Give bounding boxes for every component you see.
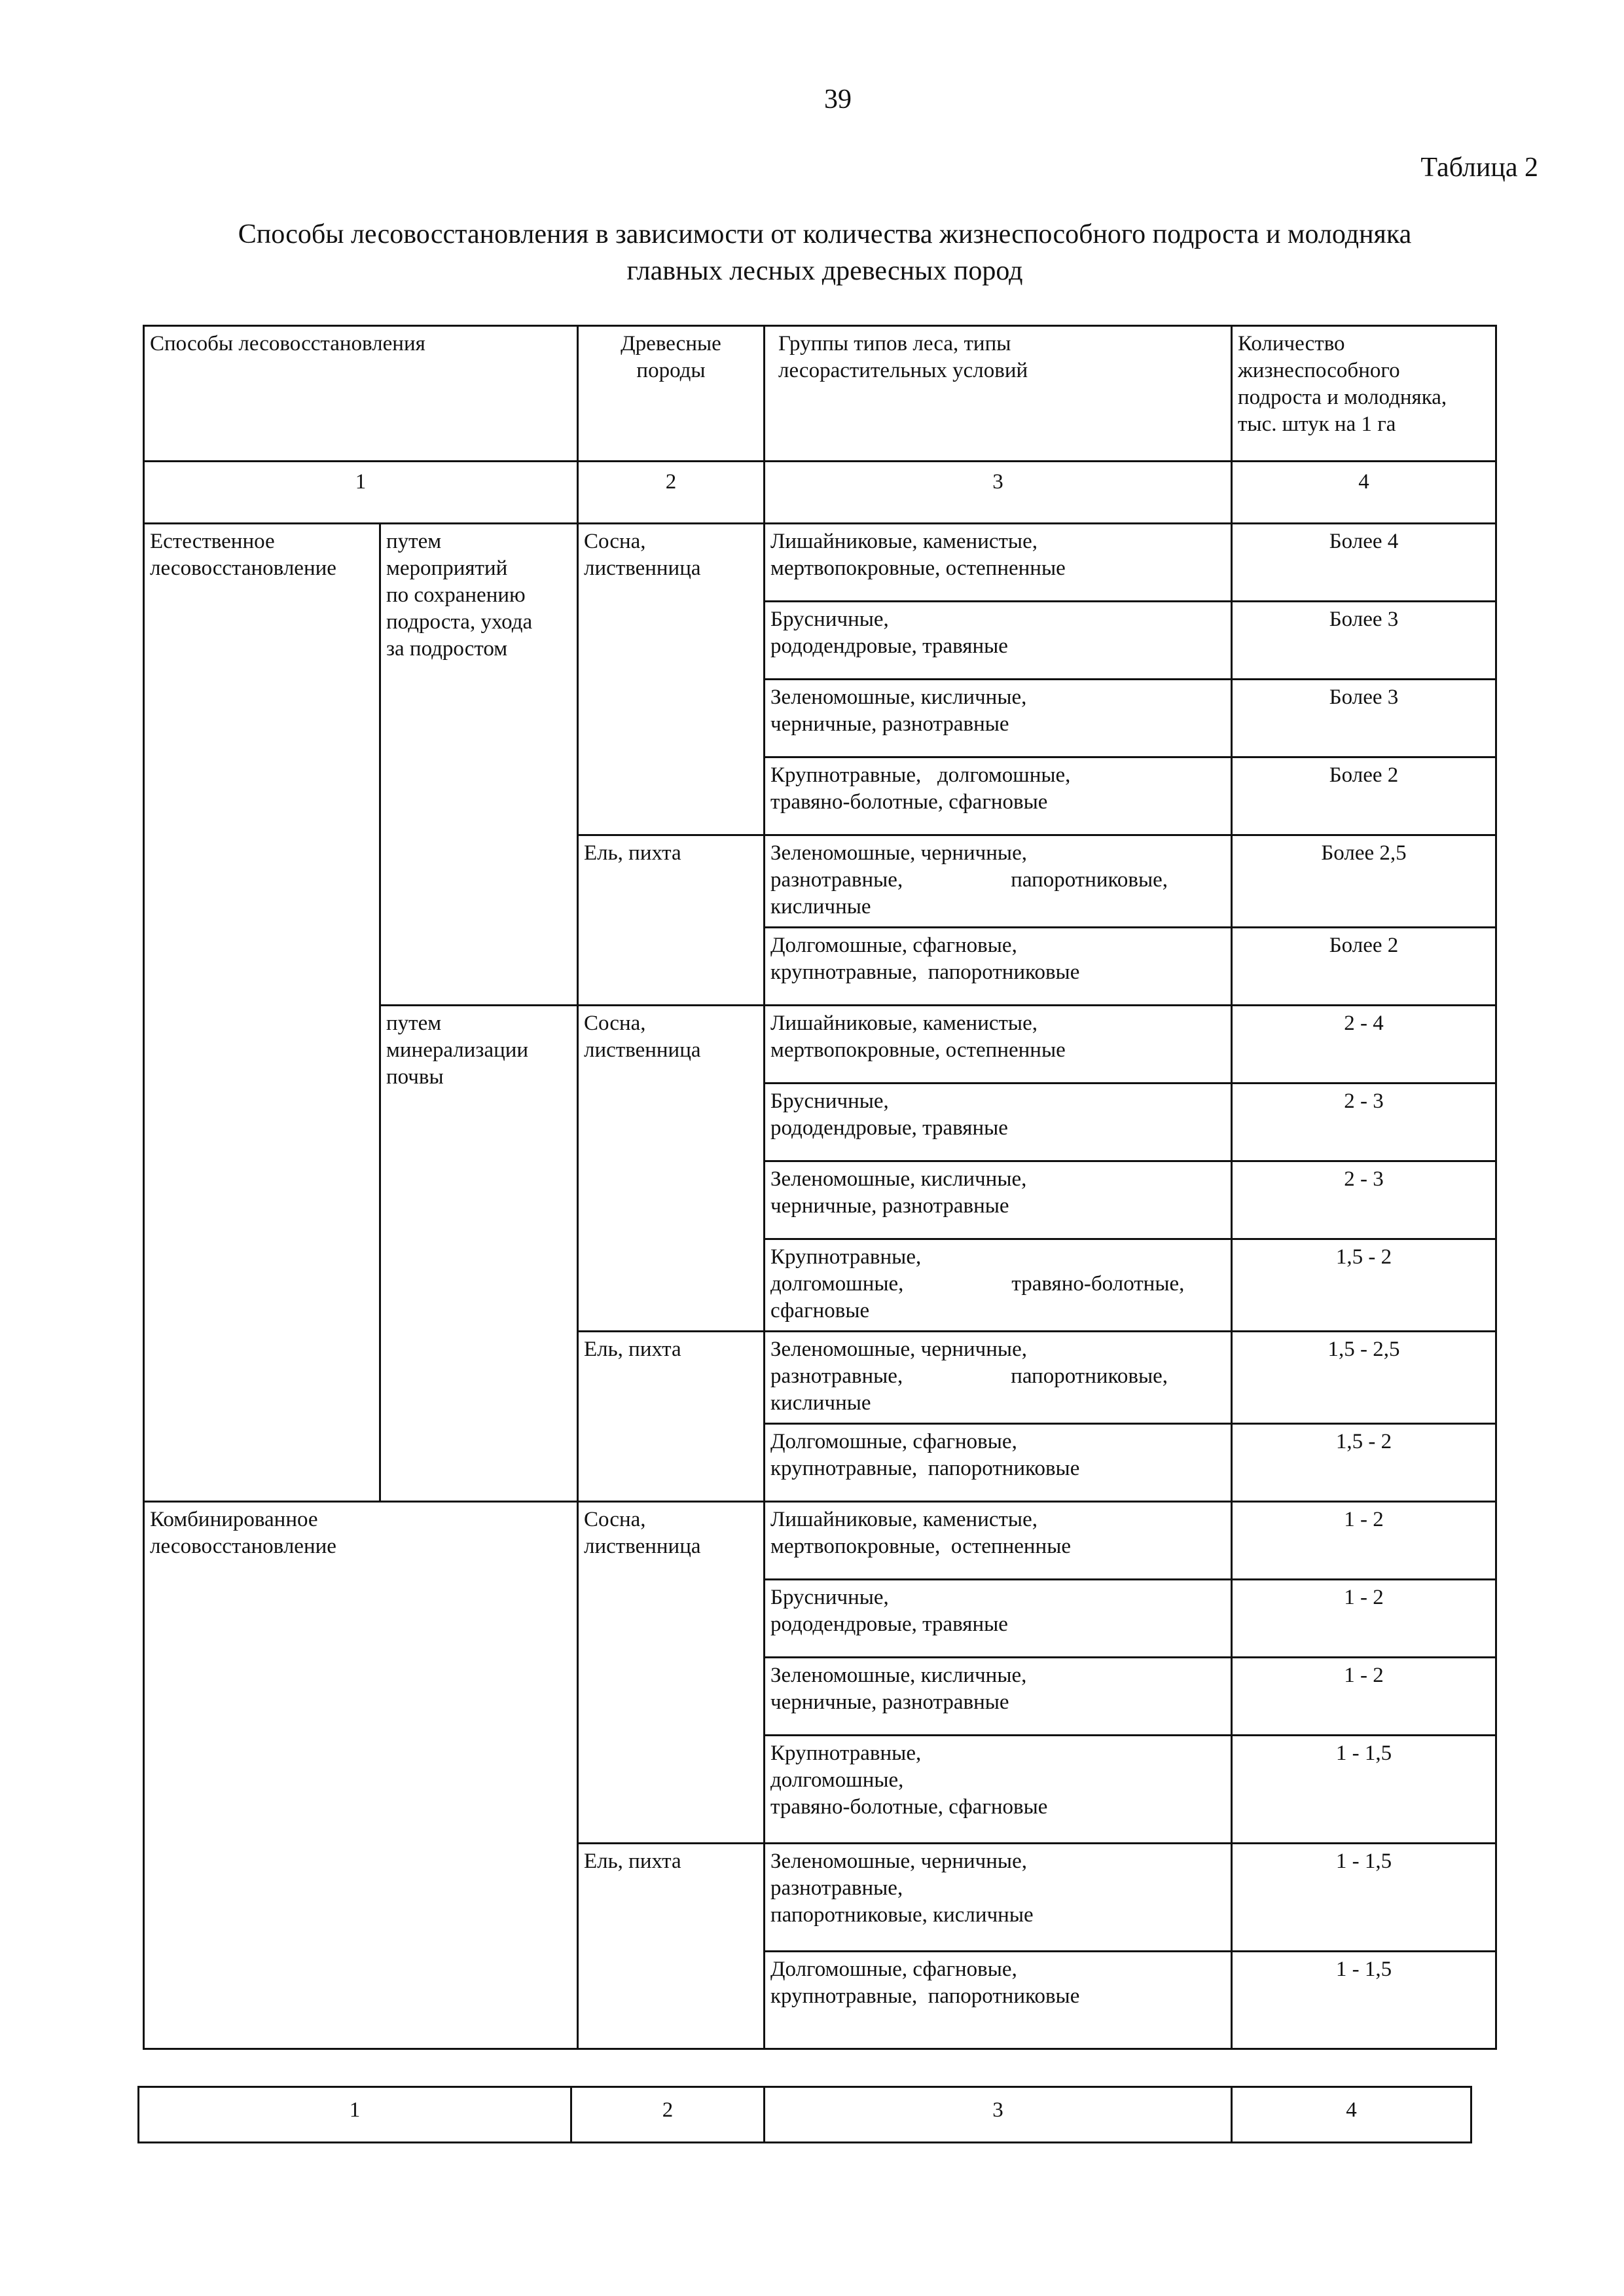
forest-group: Зеленомошные, черничные, разнотравные, папоротниковые, кисличные (765, 1844, 1232, 1952)
forest-group: Зеленомошные, кисличные, черничные, разнотравные (765, 680, 1232, 757)
page-number: 39 (824, 84, 852, 115)
table-title (131, 216, 1519, 289)
quantity-value: 1,5 - 2,5 (1232, 1332, 1496, 1424)
forest-group: Зеленомошные, черничные, разнотравные, папоротниковые, кисличные (765, 835, 1232, 928)
species-spruce-fir: Ель, пихта (578, 1844, 765, 2049)
submethod-preservation: путем мероприятий по сохранению подроста, ухода за подростом (380, 524, 578, 1006)
header-methods: Способы лесовосстановления (144, 326, 578, 462)
quantity-value: 1,5 - 2 (1232, 1424, 1496, 1502)
table-row (144, 1502, 1496, 1580)
quantity-value: 1 - 1,5 (1232, 1736, 1496, 1844)
regeneration-table (143, 325, 1497, 2050)
column-number: 2 (571, 2087, 765, 2143)
column-number: 4 (1232, 2087, 1471, 2143)
quantity-value: Более 4 (1232, 524, 1496, 602)
quantity-value: 2 - 3 (1232, 1084, 1496, 1161)
forest-group: Долгомошные, сфагновые, крупнотравные, папоротниковые (765, 1424, 1232, 1502)
method-combined: Комбинированное лесовосстановление (144, 1502, 578, 2049)
forest-group: Долгомошные, сфагновые, крупнотравные, папоротниковые (765, 1952, 1232, 2049)
forest-group: Брусничные, рододендровые, травяные (765, 1580, 1232, 1658)
quantity-value: Более 3 (1232, 680, 1496, 757)
quantity-value: 1,5 - 2 (1232, 1239, 1496, 1332)
column-number-row (144, 462, 1496, 524)
species-pine-larch: Сосна, лиственница (578, 1006, 765, 1332)
quantity-value: 2 - 3 (1232, 1161, 1496, 1239)
species-pine-larch: Сосна, лиственница (578, 524, 765, 835)
title-line: Способы лесовосстановления в зависимости от количества жизнеспособного подроста и молодняка (238, 219, 1412, 249)
header-forest-groups: Группы типов леса, типы лесорастительных условий (765, 326, 1232, 462)
column-number: 3 (765, 2087, 1232, 2143)
table-label: Таблица 2 (1420, 153, 1538, 183)
forest-group: Крупнотравные, долгомошные, травяно-болотные, сфагновые (765, 1239, 1232, 1332)
table-row (144, 524, 1496, 602)
quantity-value: 1 - 2 (1232, 1502, 1496, 1580)
forest-group: Зеленомошные, кисличные, черничные, разнотравные (765, 1161, 1232, 1239)
quantity-value: 1 - 2 (1232, 1580, 1496, 1658)
column-number: 3 (765, 462, 1232, 524)
forest-group: Долгомошные, сфагновые, крупнотравные, папоротниковые (765, 928, 1232, 1006)
column-number: 1 (144, 462, 578, 524)
quantity-value: 1 - 1,5 (1232, 1952, 1496, 2049)
forest-group: Крупнотравные, долгомошные, травяно-болотные, сфагновые (765, 757, 1232, 835)
quantity-value: Более 3 (1232, 602, 1496, 680)
column-number: 4 (1232, 462, 1496, 524)
forest-group: Брусничные, рододендровые, травяные (765, 602, 1232, 680)
forest-group: Зеленомошные, кисличные, черничные, разнотравные (765, 1658, 1232, 1736)
forest-group: Лишайниковые, каменистые, мертвопокровные, остепненные (765, 1502, 1232, 1580)
header-species: Древесные породы (578, 326, 765, 462)
forest-group: Брусничные, рододендровые, травяные (765, 1084, 1232, 1161)
column-number: 1 (139, 2087, 571, 2143)
species-spruce-fir: Ель, пихта (578, 1332, 765, 1502)
title-line: главных лесных древесных пород (626, 256, 1023, 286)
forest-group: Крупнотравные, долгомошные, травяно-болотные, сфагновые (765, 1736, 1232, 1844)
quantity-value: Более 2 (1232, 757, 1496, 835)
forest-group: Зеленомошные, черничные, разнотравные, папоротниковые, кисличные (765, 1332, 1232, 1424)
quantity-value: Более 2,5 (1232, 835, 1496, 928)
quantity-value: Более 2 (1232, 928, 1496, 1006)
species-spruce-fir: Ель, пихта (578, 835, 765, 1006)
footer-number-table (137, 2086, 1472, 2143)
column-number-row (139, 2087, 1471, 2143)
species-pine-larch: Сосна, лиственница (578, 1502, 765, 1844)
quantity-value: 1 - 1,5 (1232, 1844, 1496, 1952)
forest-group: Лишайниковые, каменистые, мертвопокровные, остепненные (765, 524, 1232, 602)
table-header-row (144, 326, 1496, 462)
submethod-mineralization: путем минерализации почвы (380, 1006, 578, 1502)
forest-group: Лишайниковые, каменистые, мертвопокровные, остепненные (765, 1006, 1232, 1084)
column-number: 2 (578, 462, 765, 524)
method-natural: Естественное лесовосстановление (144, 524, 380, 1502)
quantity-value: 2 - 4 (1232, 1006, 1496, 1084)
header-quantity: Количество жизнеспособного подроста и молодняка, тыс. штук на 1 га (1232, 326, 1496, 462)
quantity-value: 1 - 2 (1232, 1658, 1496, 1736)
